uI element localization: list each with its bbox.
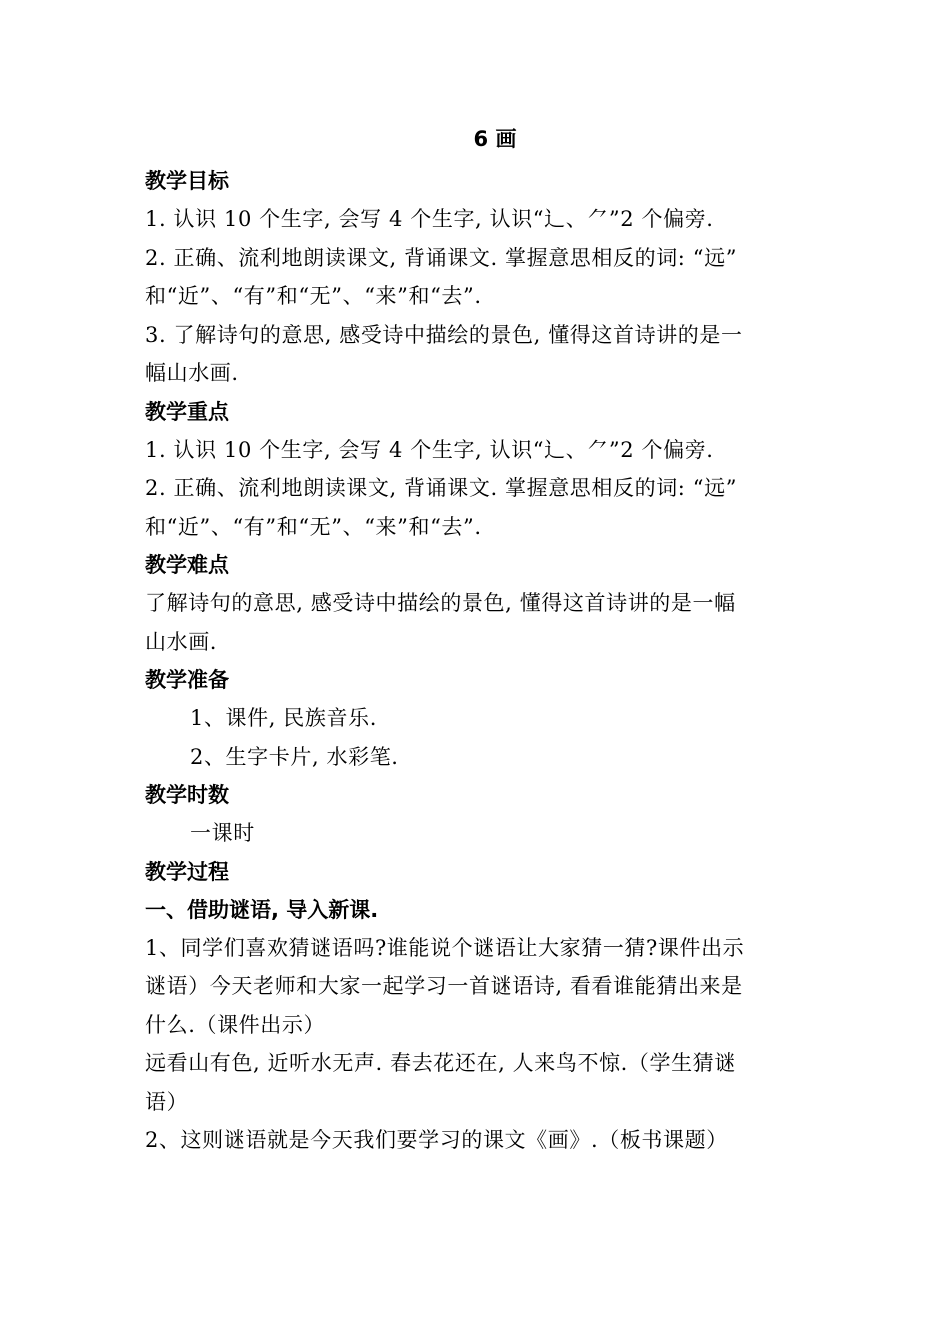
preparation-line: 1、课件, 民族音乐. bbox=[190, 706, 377, 730]
objectives-line: 1. 认识 10 个生字, 会写 4 个生字, 认识“辶、⺈”2 个偏旁. bbox=[145, 207, 714, 231]
duration-line: 一课时 bbox=[190, 821, 255, 845]
process-line: 什么.（课件出示） bbox=[145, 1012, 326, 1037]
lesson-title: 6 画 bbox=[473, 127, 517, 151]
process-line: 语） bbox=[145, 1089, 189, 1114]
difficulties-line: 了解诗句的意思, 感受诗中描绘的景色, 懂得这首诗讲的是一幅 bbox=[145, 591, 736, 615]
process-section-title: 一、借助谜语, 导入新课. bbox=[145, 897, 379, 922]
key-points-line: 1. 认识 10 个生字, 会写 4 个生字, 认识“辶、⺈”2 个偏旁. bbox=[145, 437, 714, 462]
duration-heading: 教学时数 bbox=[145, 783, 229, 807]
document-page bbox=[145, 118, 825, 1160]
objectives-heading: 教学目标 bbox=[145, 169, 229, 193]
objectives-line: 幅山水画. bbox=[145, 361, 239, 385]
process-heading: 教学过程 bbox=[145, 859, 229, 884]
preparation-heading: 教学准备 bbox=[145, 668, 229, 692]
difficulties-line: 山水画. bbox=[145, 629, 218, 654]
key-points-line: 和“近”、“有”和“无”、“来”和“去”. bbox=[145, 514, 482, 539]
key-points-line: 2. 正确、流利地朗读课文, 背诵课文. 掌握意思相反的词: “远” bbox=[145, 476, 738, 500]
process-line: 1、同学们喜欢猜谜语吗?谁能说个谜语让大家猜一猜?课件出示 bbox=[145, 935, 745, 960]
objectives-line: 和“近”、“有”和“无”、“来”和“去”. bbox=[145, 284, 482, 308]
process-line: 远看山有色, 近听水无声. 春去花还在, 人来鸟不惊.（学生猜谜 bbox=[145, 1051, 736, 1075]
process-line: 2、这则谜语就是今天我们要学习的课文《画》.（板书课题） bbox=[145, 1128, 728, 1152]
objectives-line: 3. 了解诗句的意思, 感受诗中描绘的景色, 懂得这首诗讲的是一 bbox=[145, 322, 743, 347]
key-points-heading: 教学重点 bbox=[145, 399, 229, 424]
preparation-line: 2、生字卡片, 水彩笔. bbox=[190, 744, 399, 769]
difficulties-heading: 教学难点 bbox=[145, 553, 229, 577]
objectives-line: 2. 正确、流利地朗读课文, 背诵课文. 掌握意思相反的词: “远” bbox=[145, 245, 738, 270]
process-line: 谜语）今天老师和大家一起学习一首谜语诗, 看看谁能猜出来是 bbox=[145, 974, 743, 998]
